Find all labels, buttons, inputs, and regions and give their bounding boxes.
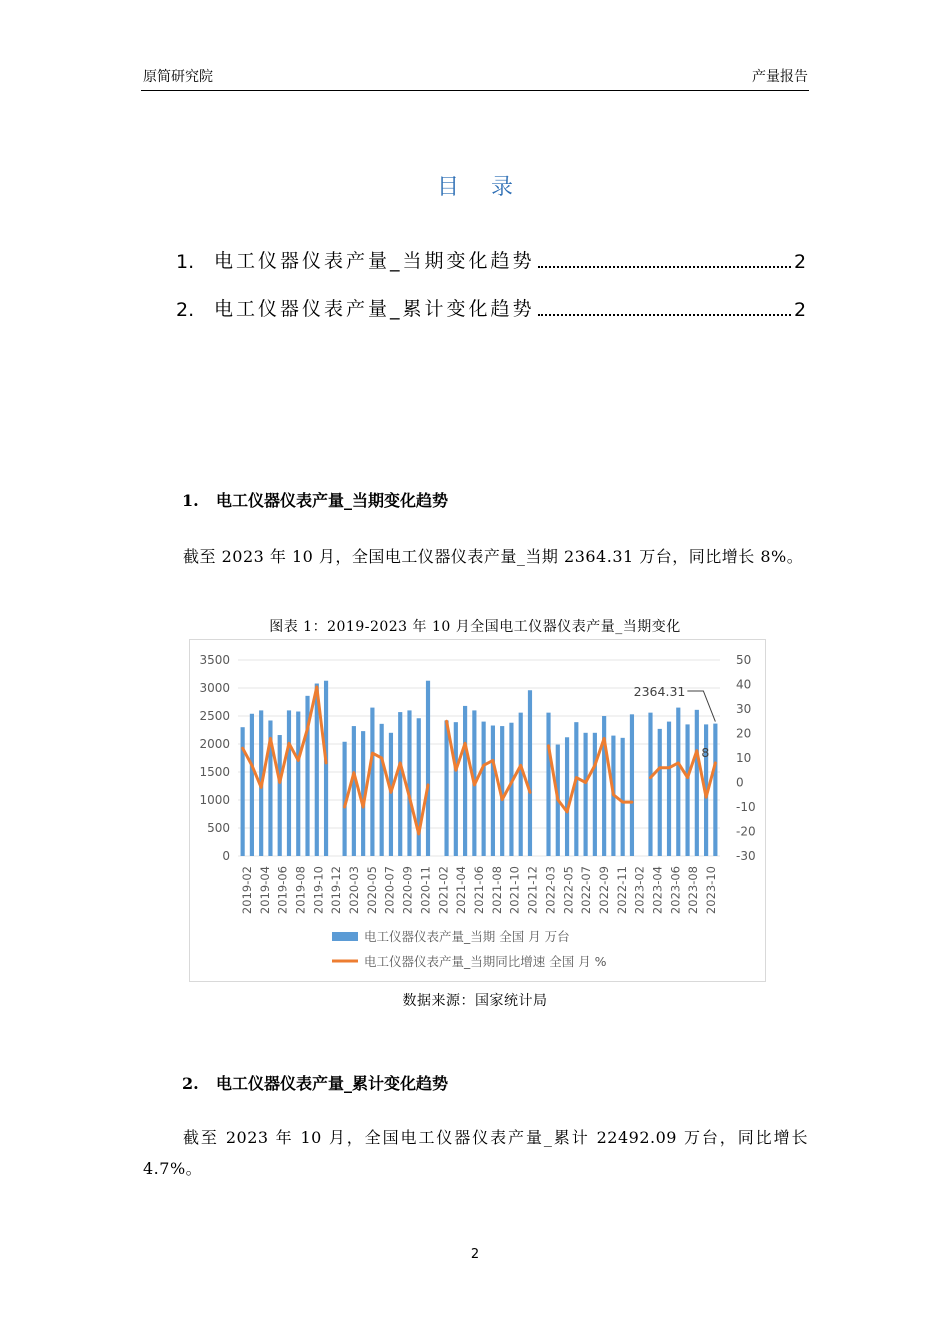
bar — [389, 733, 393, 856]
bar — [676, 708, 680, 856]
bar — [621, 738, 625, 856]
bar — [296, 712, 300, 856]
section-1-paragraph: 截至 2023 年 10 月，全国电工仪器仪表产量_当期 2364.31 万台，同比增长 8%。 — [183, 547, 804, 566]
bar — [685, 724, 689, 856]
bar — [713, 724, 717, 856]
yoy-line-segment — [447, 721, 530, 799]
bar — [667, 722, 671, 856]
yoy-line-segment — [549, 738, 632, 812]
bar — [241, 727, 245, 856]
bar — [250, 714, 254, 856]
x-tick-label: 2023-04 — [650, 866, 665, 915]
section-title: 电工仪器仪表产量_当期变化趋势 — [216, 491, 449, 510]
bar — [509, 723, 513, 856]
y-left-tick-label: 0 — [222, 849, 230, 863]
bar — [287, 710, 291, 856]
y-left-tick-label: 2500 — [199, 709, 230, 723]
figure-caption: 图表 1：2019-2023 年 10 月全国电工仪器仪表产量_当期变化 — [269, 619, 681, 635]
x-tick-label: 2021-02 — [436, 866, 451, 915]
legend-bar-swatch — [332, 932, 358, 941]
bar — [370, 708, 374, 856]
bar — [593, 733, 597, 856]
x-tick-label: 2021-10 — [507, 866, 522, 915]
y-left-tick-label: 3000 — [199, 681, 230, 695]
toc-entry-number: 1. — [176, 251, 195, 273]
bar — [695, 710, 699, 856]
x-tick-label: 2021-08 — [489, 866, 504, 915]
x-tick-label: 2022-11 — [614, 866, 629, 915]
y-right-tick-label: -10 — [736, 800, 756, 814]
bar — [491, 726, 495, 856]
section-2-paragraph: 截至 2023 年 10 月，全国电工仪器仪表产量_累计 22492.09 万台，同比增长 4.7%。 — [143, 1128, 808, 1178]
x-tick-label: 2019-12 — [329, 866, 344, 915]
bar — [380, 724, 384, 856]
bar — [565, 737, 569, 856]
page-number: 2 — [470, 1247, 480, 1262]
toc-entry-text: 电工仪器仪表产量_累计变化趋势 — [214, 298, 535, 320]
section-1-heading — [182, 488, 448, 511]
y-right-tick-label: 10 — [736, 751, 752, 765]
x-tick-label: 2020-11 — [418, 866, 433, 915]
y-right-tick-label: 40 — [736, 677, 752, 692]
yoy-line-segment — [345, 753, 428, 834]
bar — [658, 729, 662, 856]
bar — [352, 726, 356, 856]
yoy-value-annotation: 8 — [701, 744, 710, 760]
bar — [546, 713, 550, 856]
bar — [454, 722, 458, 856]
x-tick-label: 2022-05 — [561, 866, 576, 915]
toc-entry-number: 2. — [176, 299, 195, 321]
x-tick-label: 2023-08 — [686, 866, 701, 915]
x-tick-label: 2023-10 — [704, 866, 719, 915]
bar — [426, 681, 430, 856]
y-left-tick-label: 2000 — [199, 737, 230, 751]
y-right-tick-label: 30 — [736, 702, 752, 716]
bar — [407, 710, 411, 856]
legend-bar-label: 电工仪器仪表产量_当期 全国 月 万台 — [364, 929, 570, 944]
chart-frame — [189, 639, 766, 982]
x-tick-label: 2023-06 — [668, 866, 683, 915]
bar-value-annotation: 2364.31 — [633, 684, 686, 699]
y-left-tick-label: 1500 — [199, 765, 230, 779]
x-tick-label: 2019-08 — [293, 866, 308, 915]
toc-entry-page: 2 — [794, 299, 807, 321]
toc-title: 目录 — [436, 175, 545, 200]
bar — [574, 722, 578, 856]
y-left-tick-label: 500 — [207, 821, 230, 835]
x-tick-label: 2021-12 — [525, 866, 540, 915]
production-chart — [190, 640, 765, 981]
toc-leader-dots — [538, 266, 791, 268]
x-tick-label: 2019-06 — [275, 866, 290, 915]
toc-entry-text: 电工仪器仪表产量_当期变化趋势 — [214, 250, 535, 272]
bar — [463, 706, 467, 856]
x-tick-label: 2020-05 — [364, 866, 379, 915]
x-tick-label: 2020-03 — [347, 866, 361, 915]
bar — [528, 690, 532, 856]
y-right-tick-label: 20 — [736, 726, 752, 741]
x-tick-label: 2019-10 — [311, 866, 326, 915]
bar — [398, 712, 402, 856]
x-tick-label: 2019-04 — [257, 866, 272, 915]
toc-entry-page: 2 — [794, 251, 807, 273]
x-tick-label: 2022-09 — [597, 866, 611, 915]
x-tick-label: 2021-04 — [454, 866, 469, 915]
header-org: 原简研究院 — [143, 69, 213, 85]
x-tick-label: 2022-07 — [579, 866, 594, 915]
x-tick-label: 2022-03 — [543, 866, 558, 915]
section-title: 电工仪器仪表产量_累计变化趋势 — [216, 1074, 449, 1093]
section-2-heading — [182, 1071, 448, 1094]
toc-entry-2[interactable] — [176, 291, 806, 321]
y-right-tick-label: -30 — [736, 849, 756, 863]
bar — [584, 733, 588, 856]
x-tick-label: 2019-02 — [239, 866, 254, 915]
y-right-tick-label: 50 — [736, 653, 752, 667]
x-tick-label: 2021-06 — [472, 866, 486, 915]
legend-line-label: 电工仪器仪表产量_当期同比增速 全国 月 % — [364, 954, 607, 969]
bar — [648, 713, 652, 856]
y-right-tick-label: 0 — [736, 775, 744, 790]
x-tick-label: 2020-07 — [382, 866, 397, 915]
annotation-leader — [687, 691, 715, 722]
toc-leader-dots — [538, 314, 791, 316]
bar — [630, 714, 634, 856]
y-left-tick-label: 3500 — [199, 653, 230, 667]
bar — [278, 735, 282, 856]
y-left-tick-label: 1000 — [199, 793, 230, 807]
x-tick-label: 2020-09 — [400, 866, 415, 915]
section-number: 1. — [182, 491, 199, 510]
y-right-tick-label: -20 — [736, 824, 756, 839]
bar — [482, 722, 486, 856]
x-tick-label: 2023-02 — [632, 866, 647, 915]
bar — [519, 713, 523, 856]
bar — [444, 720, 448, 856]
header-divider — [141, 90, 809, 91]
section-number: 2. — [182, 1074, 199, 1093]
toc-entry-1[interactable] — [176, 243, 806, 273]
figure-source: 数据来源：国家统计局 — [402, 993, 548, 1009]
bar — [324, 681, 328, 856]
header-report-type: 产量报告 — [752, 69, 808, 85]
